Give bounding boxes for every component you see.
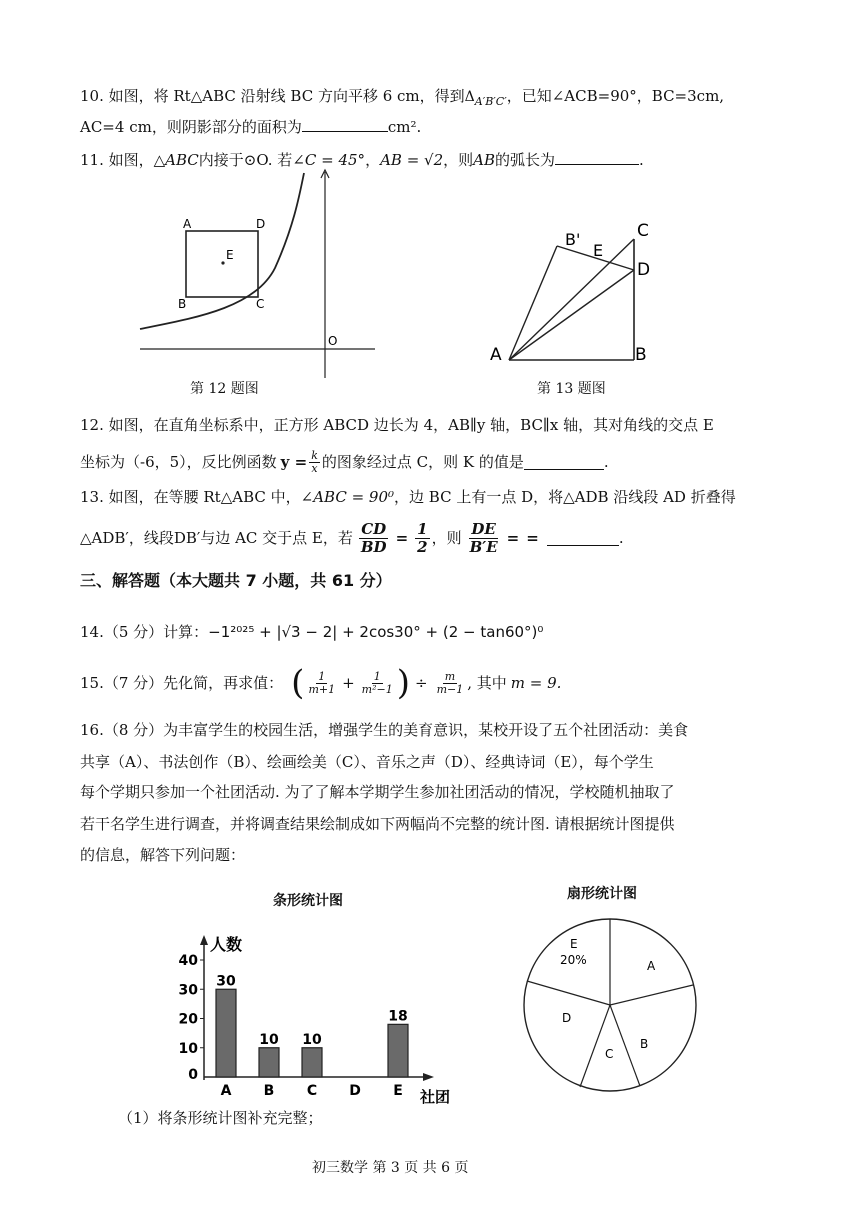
- label-b: B: [178, 297, 187, 311]
- q16-line3: 每个学期只参加一个社团活动. 为了了解本学期学生参加社团活动的情况，学校随机抽取了: [80, 783, 675, 801]
- bar-c: [302, 1048, 322, 1077]
- pie-label-b: B: [640, 1037, 649, 1051]
- label-b-prime: B': [565, 230, 581, 249]
- bar-value-label: 30: [216, 973, 236, 990]
- figure-13-caption: 第 13 题图: [537, 381, 606, 397]
- label-e: E: [593, 241, 604, 260]
- y-tick-label: 40: [178, 953, 198, 969]
- figure-12: [135, 168, 385, 383]
- q14-line: 14.（5 分）计算：−1²⁰²⁵ + |√3 − 2| + 2cos30° + (2 − tan60°)⁰: [80, 623, 544, 641]
- bar-chart: [170, 930, 470, 1105]
- q12-line2: 坐标为（-6，5），反比例函数 y = $\frac{k}{x}$ 的图象经过点 C，则 K 的值是 .: [80, 448, 609, 475]
- q16-line2: 共享（A）、书法创作（B）、绘画绘美（C）、音乐之声（D）、经典诗词（E），每个学生: [80, 753, 654, 771]
- x-tick-label: C: [306, 1083, 318, 1099]
- label-c: C: [256, 297, 265, 311]
- section-heading: 三、解答题（本大题共 7 小题，共 61 分）: [80, 571, 392, 590]
- pie-label-c: C: [605, 1047, 614, 1061]
- answer-blank[interactable]: [555, 150, 639, 165]
- pie-chart-title: 扇形统计图: [567, 886, 637, 902]
- point-e: [221, 261, 224, 264]
- q11-line: 11. 如图，△ABC内接于⊙O. 若∠C = 45°，AB = √2，则AB的弧长为 .: [80, 151, 644, 169]
- bar-a: [216, 989, 236, 1077]
- x-axis-arrow: [423, 1073, 434, 1081]
- pie-label-a: A: [647, 959, 656, 973]
- y-axis-label: 人数: [210, 935, 243, 954]
- answer-blank[interactable]: [547, 531, 619, 546]
- label-d: D: [637, 260, 651, 280]
- answer-blank[interactable]: [302, 117, 388, 132]
- answer-blank[interactable]: [524, 455, 604, 470]
- figure-12-caption: 第 12 题图: [190, 381, 259, 397]
- bar-value-label: 18: [388, 1008, 408, 1025]
- pie-divider: [610, 985, 693, 1005]
- label-d: D: [256, 217, 266, 231]
- label-o: O: [328, 334, 338, 348]
- pie-label-d: D: [562, 1011, 572, 1025]
- label-c: C: [637, 221, 649, 241]
- q15-line: 15.（7 分）先化简，再求值： ( $\frac{1}{m+1}$ + $\frac{1}{\text{m²−1}}$ ) ÷ $\frac{m}{m-1}$ , 其中 m = 9.: [80, 663, 562, 703]
- bar-e: [388, 1024, 408, 1077]
- y-axis-arrow: [200, 935, 208, 945]
- x-tick-label: D: [349, 1083, 361, 1099]
- label-e: E: [226, 248, 234, 262]
- side-ac: [509, 239, 634, 360]
- bar-b: [259, 1048, 279, 1077]
- q13-line2: △ADB′，线段 DB′ 与边 AC 交于点 E，若 $\frac{CD}{BD}$ = $\frac{1}{2}$ ，则 $\frac{DE}{B'E}$ = = .: [80, 519, 624, 556]
- page-footer: 初三数学 第 3 页 共 6 页: [312, 1160, 469, 1176]
- y-tick-label: 10: [178, 1040, 198, 1057]
- label-a: A: [183, 217, 192, 231]
- y-tick-label: 20: [178, 1011, 198, 1028]
- q16-line5: 的信息，解答下列问题：: [80, 846, 246, 864]
- pie-divider: [610, 1005, 640, 1086]
- x-tick-label: E: [393, 1083, 403, 1099]
- figure-13: [485, 212, 660, 367]
- hyperbola-curve: [140, 173, 304, 329]
- y-tick-label: 0: [188, 1067, 198, 1083]
- y-tick-label: 30: [178, 982, 198, 999]
- x-axis-label: 社团: [420, 1088, 451, 1105]
- bar-value-label: 10: [259, 1031, 279, 1048]
- q16-line1: 16.（8 分）为丰富学生的校园生活，增强学生的美育意识，某校开设了五个社团活动：美食: [80, 721, 689, 739]
- bar-value-label: 10: [302, 1031, 322, 1048]
- q16-sub1: （1）将条形统计图补充完整；: [118, 1109, 323, 1127]
- x-tick-label: A: [220, 1083, 232, 1099]
- pie-divider: [580, 1005, 610, 1087]
- pie-divider: [527, 981, 610, 1005]
- pie-label-e-percent: 20%: [560, 953, 587, 967]
- q16-line4: 若干名学生进行调查，并将调查结果绘制成如下两幅尚不完整的统计图. 请根据统计图提供: [80, 815, 675, 833]
- x-tick-label: B: [263, 1083, 275, 1099]
- q10-line1: 10. 如图，将 Rt△ABC 沿射线 BC 方向平移 6 cm，得到$\Delta_{A'B'C'}$，已知∠ACB=90°，BC=3cm,: [80, 87, 725, 108]
- label-b: B: [635, 345, 647, 365]
- q12-line1: 12. 如图，在直角坐标系中，正方形 ABCD 边长为 4，AB∥y 轴，BC∥x 轴，其对角线的交点 E: [80, 416, 714, 434]
- pie-label-e: E: [570, 937, 578, 951]
- q13-line1: 13. 如图，在等腰 Rt△ABC 中，∠ABC = 90⁰，边 BC 上有一点 D，将△ADB 沿线段 AD 折叠得: [80, 488, 736, 506]
- pie-chart: [515, 910, 705, 1100]
- label-a: A: [490, 345, 502, 365]
- q10-line2: AC=4 cm，则阴影部分的面积为 cm².: [80, 118, 422, 136]
- bar-chart-title: 条形统计图: [273, 893, 343, 909]
